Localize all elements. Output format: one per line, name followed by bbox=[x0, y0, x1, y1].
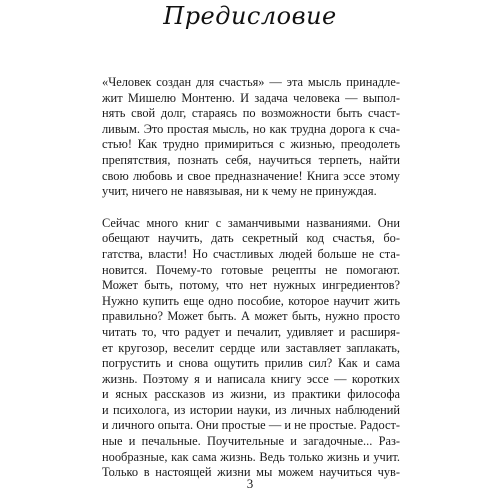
text-line: и психолога, из истории науки, из личных наблюдений bbox=[102, 402, 400, 417]
text-line: препятствия, познать себя, научиться терпеть, найти bbox=[102, 152, 400, 167]
text-line: учит, ничего не навязывая, ни к чему не принуждая. bbox=[102, 184, 377, 199]
text-line: стью! Как трудно примириться с жизнью, преодолеть bbox=[102, 137, 400, 152]
text-line: нять свой долг, стараясь по возможности быть счаст- bbox=[102, 106, 400, 121]
text-line: обещают научить, дать секретный код счастья, бо- bbox=[102, 231, 400, 246]
text-line: читать то, что радует и печалит, удивляет и расширя- bbox=[102, 324, 400, 339]
text-line: ет кругозор, веселит сердце или заставляет заплакать, bbox=[102, 340, 400, 355]
text-line: гатства, власти! Но счастливых людей больше не ста- bbox=[102, 246, 400, 261]
text-line: и ясных рассказов из жизни, из практики философа bbox=[102, 387, 400, 402]
paragraph-2 bbox=[102, 216, 400, 481]
chapter-title: Предисловие bbox=[163, 2, 337, 30]
text-line: ные и печальные. Поучительные и загадочные... Раз- bbox=[102, 434, 400, 449]
text-line: и личного опыта. Они простые — и не простые. Радост- bbox=[102, 418, 400, 433]
text-line: жизнь. Поэтому я и написала книгу эссе — коротких bbox=[102, 371, 400, 386]
text-line: Сейчас много книг с заманчивыми названиями. Они bbox=[102, 215, 400, 230]
text-line: ливым. Это простая мысль, но как трудна дорога к сча- bbox=[102, 121, 400, 136]
text-line: погрустить и снова ощутить прилив сил? Как и сама bbox=[102, 356, 400, 371]
text-line: новится. Почему-то готовые рецепты не помогают. bbox=[102, 262, 400, 277]
text-line: Только в настоящей жизни мы можем научиться чув- bbox=[102, 465, 400, 480]
paragraph-1 bbox=[102, 75, 400, 200]
text-line: свою любовь и свое предназначение! Книга эссе этому bbox=[102, 168, 400, 183]
text-line: Может быть, потому, что нет нужных ингредиентов? bbox=[102, 278, 400, 293]
text-line: «Человек создан для счастья» — эта мысль принадле- bbox=[102, 75, 400, 89]
body-text bbox=[102, 75, 400, 481]
text-line: нообразные, как сама жизнь. Ведь только жизнь и учит. bbox=[102, 449, 400, 464]
text-line: жит Мишелю Монтеню. И задача человека — выпол- bbox=[102, 90, 400, 105]
text-line: правильно? Может быть. А может быть, нужно просто bbox=[102, 309, 400, 324]
text-line: Нужно купить еще одно пособие, которое научит жить bbox=[102, 293, 400, 308]
page-number: 3 bbox=[246, 476, 254, 491]
